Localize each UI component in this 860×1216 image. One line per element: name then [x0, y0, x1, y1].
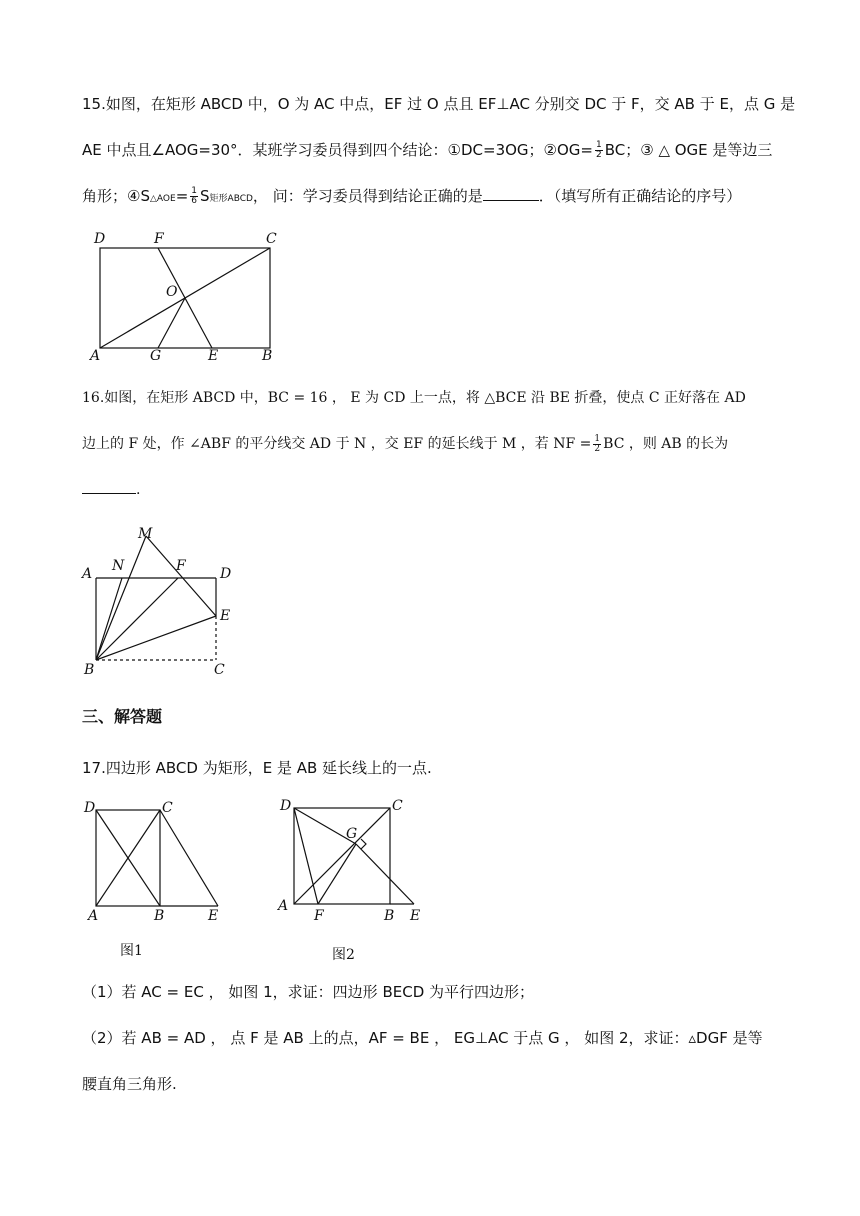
q15-figure: [86, 228, 286, 368]
q15-line-2-text-b: BC；③ △ OGE 是等边三: [604, 141, 773, 159]
label-A: A: [88, 908, 99, 924]
label-F: F: [314, 908, 324, 924]
q17-part-2-line-1: （2）若 AB = AD ， 点 F 是 AB 上的点，AF = BE ， EG⊥AC 于点 G ， 如图 2，求证：▵DGF 是等: [82, 1029, 763, 1047]
label-C: C: [214, 662, 225, 678]
segment-ce: [160, 810, 218, 906]
q15-line-2: [82, 140, 772, 160]
label-E: E: [410, 908, 421, 924]
label-G: G: [346, 826, 358, 842]
q15-equals: =: [175, 187, 189, 205]
q15-line-2-text-a: AE 中点且∠AOG=30°．某班学习委员得到四个结论：①DC=3OG；②OG=: [82, 141, 593, 159]
label-B: B: [154, 908, 165, 924]
section-heading: 三、解答题: [82, 707, 163, 726]
q15-line-1: 15.如图，在矩形 ABCD 中，O 为 AC 中点，EF 过 O 点且 EF⊥AC 分别交 DC 于 F，交 AB 于 E，点 G 是: [82, 95, 796, 113]
label-D: D: [94, 231, 106, 247]
q16-line-3-text: .: [136, 482, 141, 498]
q15-answer-blank[interactable]: [483, 200, 539, 201]
frac-numerator: 1: [594, 433, 601, 444]
q15-line-3-text-d: ， 问：学习委员得到结论正确的是: [252, 187, 483, 205]
q16-figure: [80, 522, 250, 682]
label-C: C: [162, 800, 173, 816]
q17-figure-2: [272, 796, 442, 926]
segment-be: [96, 616, 216, 660]
label-E: E: [220, 608, 231, 624]
q15-fraction-one-sixth: [190, 187, 198, 206]
label-A: A: [82, 566, 93, 582]
label-A: A: [90, 348, 101, 364]
frac-denominator: 2: [594, 443, 601, 454]
label-G: G: [150, 348, 162, 364]
q15-subscript-aoe: △AOE: [149, 194, 176, 204]
label-B: B: [84, 662, 95, 678]
label-O: O: [166, 284, 178, 300]
label-B: B: [384, 908, 395, 924]
q15-line-3-text-e: ．（填写所有正确结论的序号）: [538, 187, 742, 205]
q15-line-3-text-a: 角形；④S: [82, 187, 150, 205]
label-C: C: [392, 798, 403, 814]
segment-ge: [356, 844, 414, 904]
q16-line-1: 16.如图，在矩形 ABCD 中，BC = 16 ， E 为 CD 上一点，将 △BCE 沿 BE 折叠，使点 C 正好落在 AD: [82, 390, 746, 406]
label-M: M: [138, 526, 153, 542]
label-C: C: [266, 231, 277, 247]
segment-df: [294, 808, 318, 904]
label-D: D: [84, 800, 96, 816]
q17-figure-2-caption: 图2: [332, 947, 355, 963]
label-D: D: [220, 566, 232, 582]
frac-denominator: 6: [191, 196, 197, 206]
label-F: F: [154, 231, 164, 247]
label-B: B: [262, 348, 273, 364]
label-D: D: [280, 798, 292, 814]
right-angle-mark: [361, 839, 366, 849]
label-A: A: [278, 898, 289, 914]
q15-fraction-one-half: [595, 141, 603, 160]
label-F: F: [176, 558, 186, 574]
q17-part-1: （1）若 AC = EC ， 如图 1，求证：四边形 BECD 为平行四边形；: [82, 983, 535, 1001]
q16-line-2-text-a: 边上的 F 处，作 ∠ABF 的平分线交 AD 于 N ，交 EF 的延长线于 M ，若 NF =: [82, 436, 592, 452]
label-E: E: [208, 348, 219, 364]
q15-line-3: [82, 186, 741, 209]
segment-me: [146, 536, 216, 616]
q17-figure-1-caption: 图1: [120, 943, 143, 959]
q17-part-2-line-2: 腰直角三角形.: [82, 1075, 177, 1093]
q16-line-2: [82, 434, 728, 454]
label-N: N: [112, 558, 125, 574]
frac-numerator: 1: [191, 186, 197, 196]
q17-figure-1: [80, 796, 250, 926]
q17-line-1: 17.四边形 ABCD 为矩形，E 是 AB 延长线上的一点.: [82, 759, 432, 777]
frac-numerator: 1: [596, 140, 602, 150]
q15-area-s: S: [200, 187, 210, 205]
q15-subscript-rect: 矩形ABCD: [209, 194, 253, 204]
frac-denominator: 2: [596, 150, 602, 160]
q16-line-2-text-b: BC ，则 AB 的长为: [603, 436, 729, 452]
segment-bm: [96, 536, 146, 660]
q16-fraction-one-half: [593, 435, 601, 454]
segment-bf: [96, 578, 178, 660]
label-E: E: [208, 908, 219, 924]
q16-answer-blank[interactable]: [82, 493, 136, 494]
q16-line-3: [82, 480, 140, 500]
diagonal-ac: [294, 808, 390, 904]
